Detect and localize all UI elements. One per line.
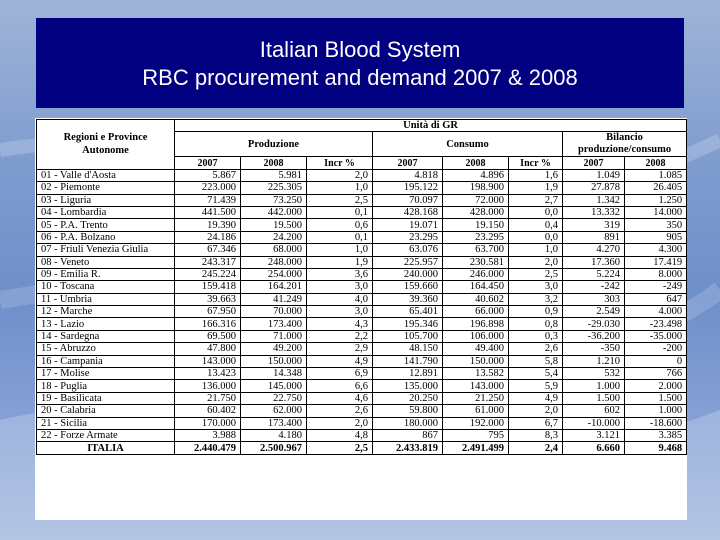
region-name: 05 - P.A. Trento — [37, 219, 175, 231]
sub-incr-cons: Incr % — [509, 157, 563, 169]
region-name: 18 - Puglia — [37, 380, 175, 392]
region-name: 11 - Umbria — [37, 293, 175, 305]
table-cell: 68.000 — [241, 244, 307, 256]
table-cell: 1,9 — [307, 256, 373, 268]
table-cell: 1.049 — [563, 169, 625, 181]
table-row — [37, 256, 687, 268]
table-cell: 39.663 — [175, 293, 241, 305]
total-cell: 2,5 — [307, 442, 373, 454]
table-cell: 1.000 — [563, 380, 625, 392]
table-cell: 6,9 — [307, 368, 373, 380]
table-cell: 23.295 — [373, 231, 443, 243]
table-cell: 4.300 — [625, 244, 687, 256]
total-cell: 2.500.967 — [241, 442, 307, 454]
table-cell: 23.295 — [443, 231, 509, 243]
table-cell: 3,0 — [509, 281, 563, 293]
table-cell: 0,4 — [509, 219, 563, 231]
table-cell: 17.360 — [563, 256, 625, 268]
table-cell: -200 — [625, 343, 687, 355]
table-cell: 5.981 — [241, 169, 307, 181]
table-cell: 41.249 — [241, 293, 307, 305]
table-cell: 0,0 — [509, 231, 563, 243]
table-cell: 2,5 — [509, 268, 563, 280]
table-cell: 48.150 — [373, 343, 443, 355]
sub-2007-cons: 2007 — [373, 157, 443, 169]
table-cell: 223.000 — [175, 182, 241, 194]
table-cell: 150.000 — [241, 355, 307, 367]
table-cell: 173.400 — [241, 318, 307, 330]
table-cell: 70.000 — [241, 306, 307, 318]
table-row — [37, 417, 687, 429]
table-cell: 0,9 — [509, 306, 563, 318]
table-cell: 19.500 — [241, 219, 307, 231]
region-name: 03 - Liguria — [37, 194, 175, 206]
region-name: 09 - Emilia R. — [37, 268, 175, 280]
table-cell: 4,9 — [509, 392, 563, 404]
table-cell: 8,3 — [509, 429, 563, 441]
table-cell: 532 — [563, 368, 625, 380]
table-row — [37, 405, 687, 417]
table-cell: 5,4 — [509, 368, 563, 380]
table-row — [37, 306, 687, 318]
table-cell: 0,0 — [509, 206, 563, 218]
table-cell: -23.498 — [625, 318, 687, 330]
table-cell: 59.800 — [373, 405, 443, 417]
table-cell: 0,1 — [307, 206, 373, 218]
region-name: 12 - Marche — [37, 306, 175, 318]
table-cell: 602 — [563, 405, 625, 417]
table-cell: 428.168 — [373, 206, 443, 218]
table-cell: -249 — [625, 281, 687, 293]
table-cell: 2,7 — [509, 194, 563, 206]
table-cell: 254.000 — [241, 268, 307, 280]
table-cell: 159.418 — [175, 281, 241, 293]
region-name: 21 - Sicilia — [37, 417, 175, 429]
total-cell: 2.491.499 — [443, 442, 509, 454]
table-cell: 4,3 — [307, 318, 373, 330]
sub-2008-bal: 2008 — [625, 157, 687, 169]
table-cell: 6,7 — [509, 417, 563, 429]
table-cell: 4.180 — [241, 429, 307, 441]
table-cell: 2,0 — [509, 405, 563, 417]
table-cell: 12.891 — [373, 368, 443, 380]
table-cell: 65.401 — [373, 306, 443, 318]
region-name: 22 - Forze Armate — [37, 429, 175, 441]
table-cell: 2,9 — [307, 343, 373, 355]
table-cell: 246.000 — [443, 268, 509, 280]
table-cell: -10.000 — [563, 417, 625, 429]
table-cell: 243.317 — [175, 256, 241, 268]
table-cell: 1,0 — [509, 244, 563, 256]
table-cell: 196.898 — [443, 318, 509, 330]
region-name: 17 - Molise — [37, 368, 175, 380]
table-cell: 225.305 — [241, 182, 307, 194]
table-cell: 20.250 — [373, 392, 443, 404]
table-cell: 19.390 — [175, 219, 241, 231]
table-cell: 21.750 — [175, 392, 241, 404]
table-cell: 66.000 — [443, 306, 509, 318]
table-cell: 0,8 — [509, 318, 563, 330]
table-cell: 442.000 — [241, 206, 307, 218]
table-cell: 905 — [625, 231, 687, 243]
table-row — [37, 318, 687, 330]
table-cell: 428.000 — [443, 206, 509, 218]
table-cell: 3.988 — [175, 429, 241, 441]
table-cell: 225.957 — [373, 256, 443, 268]
table-cell: 2.549 — [563, 306, 625, 318]
table-cell: 1.500 — [563, 392, 625, 404]
table-cell: 14.348 — [241, 368, 307, 380]
region-name: 14 - Sardegna — [37, 330, 175, 342]
table-cell: -35.000 — [625, 330, 687, 342]
table-cell: 150.000 — [443, 355, 509, 367]
table-cell: 4,0 — [307, 293, 373, 305]
table-cell: 5.867 — [175, 169, 241, 181]
region-name: 16 - Campania — [37, 355, 175, 367]
table-cell: 70.097 — [373, 194, 443, 206]
table-cell: 26.405 — [625, 182, 687, 194]
table-cell: 141.790 — [373, 355, 443, 367]
table-cell: 3,2 — [509, 293, 563, 305]
region-name: 08 - Veneto — [37, 256, 175, 268]
table-cell: 248.000 — [241, 256, 307, 268]
sub-2007-bal: 2007 — [563, 157, 625, 169]
table-row — [37, 206, 687, 218]
region-name: 15 - Abruzzo — [37, 343, 175, 355]
total-row — [37, 442, 687, 454]
table-cell: 164.201 — [241, 281, 307, 293]
region-name: 13 - Lazio — [37, 318, 175, 330]
table-cell: 143.000 — [443, 380, 509, 392]
table-cell: 13.332 — [563, 206, 625, 218]
table-cell: 61.000 — [443, 405, 509, 417]
table-cell: 63.076 — [373, 244, 443, 256]
table-cell: 2,0 — [307, 417, 373, 429]
table-cell: 24.186 — [175, 231, 241, 243]
table-cell: 2,6 — [509, 343, 563, 355]
table-cell: 72.000 — [443, 194, 509, 206]
table-cell: 2,2 — [307, 330, 373, 342]
total-cell: 2.440.479 — [175, 442, 241, 454]
table-cell: 2,0 — [307, 169, 373, 181]
table-row — [37, 343, 687, 355]
table-cell: 2,5 — [307, 194, 373, 206]
table-cell: 69.500 — [175, 330, 241, 342]
table-cell: 2,0 — [509, 256, 563, 268]
table-cell: 766 — [625, 368, 687, 380]
table-cell: 1.342 — [563, 194, 625, 206]
table-cell: 647 — [625, 293, 687, 305]
table-cell: 49.200 — [241, 343, 307, 355]
table-cell: 170.000 — [175, 417, 241, 429]
table-cell: 2.000 — [625, 380, 687, 392]
region-name: 19 - Basilicata — [37, 392, 175, 404]
production-header: Produzione — [175, 132, 373, 157]
table-cell: 3,0 — [307, 306, 373, 318]
table-cell: 106.000 — [443, 330, 509, 342]
balance-header: Bilancio produzione/consumo — [563, 132, 687, 157]
table-cell: 867 — [373, 429, 443, 441]
table-cell: 195.122 — [373, 182, 443, 194]
table-cell: 22.750 — [241, 392, 307, 404]
table-cell: 195.346 — [373, 318, 443, 330]
table-cell: 180.000 — [373, 417, 443, 429]
table-cell: 4,6 — [307, 392, 373, 404]
table-cell: 240.000 — [373, 268, 443, 280]
table-cell: 1.210 — [563, 355, 625, 367]
table-row — [37, 219, 687, 231]
table-row — [37, 268, 687, 280]
region-name: 01 - Valle d'Aosta — [37, 169, 175, 181]
table-row — [37, 244, 687, 256]
table-cell: 71.000 — [241, 330, 307, 342]
total-cell: 6.660 — [563, 442, 625, 454]
table-cell: 6,6 — [307, 380, 373, 392]
table-cell: 67.346 — [175, 244, 241, 256]
table-cell: 136.000 — [175, 380, 241, 392]
table-cell: 5,9 — [509, 380, 563, 392]
total-cell: 2,4 — [509, 442, 563, 454]
region-name: 20 - Calabria — [37, 405, 175, 417]
table-cell: 4.270 — [563, 244, 625, 256]
table-cell: 0,1 — [307, 231, 373, 243]
table-cell: 3,6 — [307, 268, 373, 280]
table-cell: 3.385 — [625, 429, 687, 441]
table-cell: 166.316 — [175, 318, 241, 330]
region-header: Regioni e Province Autonome — [37, 120, 175, 170]
table-row — [37, 355, 687, 367]
table-cell: 4,8 — [307, 429, 373, 441]
table-cell: 173.400 — [241, 417, 307, 429]
table-cell: 230.581 — [443, 256, 509, 268]
table-cell: 891 — [563, 231, 625, 243]
table-cell: -350 — [563, 343, 625, 355]
table-cell: 5,8 — [509, 355, 563, 367]
table-cell: 0,3 — [509, 330, 563, 342]
table-row — [37, 380, 687, 392]
table-row — [37, 169, 687, 181]
table-cell: 1,6 — [509, 169, 563, 181]
table-cell: 14.000 — [625, 206, 687, 218]
table-header-row-1 — [37, 120, 687, 132]
table-cell: 145.000 — [241, 380, 307, 392]
total-cell: 2.433.819 — [373, 442, 443, 454]
table-cell: 1.500 — [625, 392, 687, 404]
table-cell: 67.950 — [175, 306, 241, 318]
table-row — [37, 281, 687, 293]
table-cell: 441.500 — [175, 206, 241, 218]
table-cell: 350 — [625, 219, 687, 231]
table-cell: 63.700 — [443, 244, 509, 256]
sub-2007-prod: 2007 — [175, 157, 241, 169]
table-cell: 303 — [563, 293, 625, 305]
table-cell: 245.224 — [175, 268, 241, 280]
table-cell: 2,6 — [307, 405, 373, 417]
table-cell: 4.896 — [443, 169, 509, 181]
table-row — [37, 231, 687, 243]
table-cell: 319 — [563, 219, 625, 231]
table-cell: 3.121 — [563, 429, 625, 441]
table-cell: 4.000 — [625, 306, 687, 318]
table-cell: 39.360 — [373, 293, 443, 305]
table-cell: 143.000 — [175, 355, 241, 367]
table-cell: 1,0 — [307, 244, 373, 256]
table-cell: 24.200 — [241, 231, 307, 243]
table-cell: 0,6 — [307, 219, 373, 231]
table-cell: 62.000 — [241, 405, 307, 417]
table-row — [37, 194, 687, 206]
consumption-header: Consumo — [373, 132, 563, 157]
slide-title — [36, 18, 684, 108]
table-cell: -242 — [563, 281, 625, 293]
table-cell: 8.000 — [625, 268, 687, 280]
title-line-2: RBC procurement and demand 2007 & 2008 — [142, 65, 578, 90]
table-cell: 49.400 — [443, 343, 509, 355]
table-cell: 5.224 — [563, 268, 625, 280]
table-row — [37, 330, 687, 342]
region-name: 10 - Toscana — [37, 281, 175, 293]
table-cell: 135.000 — [373, 380, 443, 392]
table-cell: 164.450 — [443, 281, 509, 293]
table-cell: 1.085 — [625, 169, 687, 181]
table-cell: 198.900 — [443, 182, 509, 194]
title-line-1: Italian Blood System — [259, 37, 461, 62]
table-cell: 60.402 — [175, 405, 241, 417]
table-cell: 13.423 — [175, 368, 241, 380]
table-cell: 4,9 — [307, 355, 373, 367]
table-cell: 4.818 — [373, 169, 443, 181]
table-cell: 1.250 — [625, 194, 687, 206]
sub-2008-prod: 2008 — [241, 157, 307, 169]
table-cell: 19.071 — [373, 219, 443, 231]
table-cell: 13.582 — [443, 368, 509, 380]
table-cell: 27.878 — [563, 182, 625, 194]
table-row — [37, 392, 687, 404]
unit-header: Unità di GR — [175, 120, 687, 132]
table-cell: 40.602 — [443, 293, 509, 305]
region-name: 04 - Lombardia — [37, 206, 175, 218]
rbc-table — [36, 119, 687, 455]
region-name: 06 - P.A. Bolzano — [37, 231, 175, 243]
table-cell: 3,0 — [307, 281, 373, 293]
table-cell: -36.200 — [563, 330, 625, 342]
sub-incr-prod: Incr % — [307, 157, 373, 169]
table-row — [37, 182, 687, 194]
table-cell: 19.150 — [443, 219, 509, 231]
table-cell: 795 — [443, 429, 509, 441]
table-cell: 21.250 — [443, 392, 509, 404]
region-name: 02 - Piemonte — [37, 182, 175, 194]
table-cell: 159.660 — [373, 281, 443, 293]
table-cell: 1,0 — [307, 182, 373, 194]
table-cell: 0 — [625, 355, 687, 367]
table-row — [37, 293, 687, 305]
region-name: 07 - Friuli Venezia Giulia — [37, 244, 175, 256]
table-cell: 47.800 — [175, 343, 241, 355]
table-cell: 73.250 — [241, 194, 307, 206]
table-row — [37, 368, 687, 380]
table-cell: -18.600 — [625, 417, 687, 429]
table-row — [37, 429, 687, 441]
sub-2008-cons: 2008 — [443, 157, 509, 169]
table-cell: -29.030 — [563, 318, 625, 330]
rbc-table-container — [35, 118, 687, 520]
table-cell: 105.700 — [373, 330, 443, 342]
total-cell: 9.468 — [625, 442, 687, 454]
table-cell: 192.000 — [443, 417, 509, 429]
table-cell: 17.419 — [625, 256, 687, 268]
total-label: ITALIA — [37, 442, 175, 454]
table-cell: 71.439 — [175, 194, 241, 206]
table-cell: 1,9 — [509, 182, 563, 194]
table-cell: 1.000 — [625, 405, 687, 417]
